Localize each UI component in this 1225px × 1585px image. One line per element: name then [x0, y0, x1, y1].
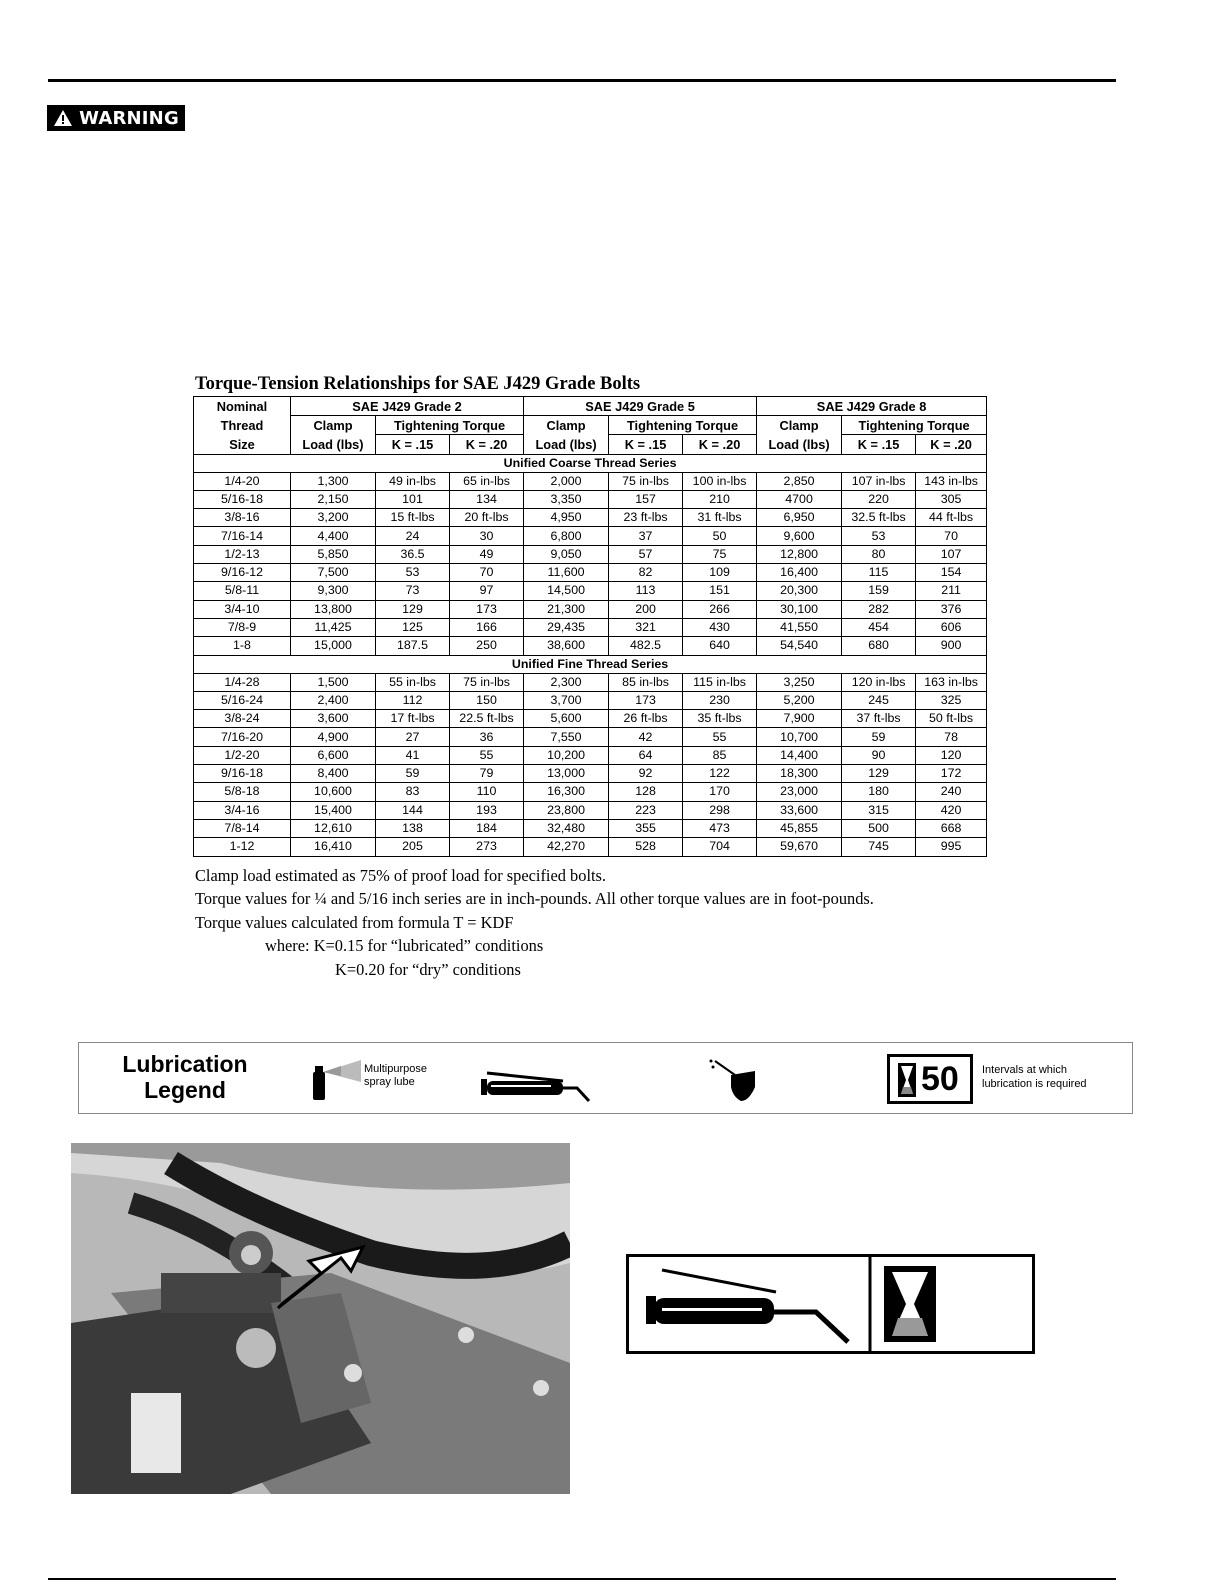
table-cell: 3,200: [291, 509, 376, 527]
spray-can-icon: [311, 1060, 363, 1100]
table-cell: 112: [376, 691, 450, 709]
table-row: [194, 728, 987, 746]
table-cell: 55 in-lbs: [376, 673, 450, 691]
table-cell: 23,000: [757, 783, 842, 801]
table-row: [194, 582, 987, 600]
coarse-series-title: Unified Coarse Thread Series: [194, 454, 987, 472]
table-cell: 44 ft-lbs: [916, 509, 987, 527]
table-cell: 230: [683, 691, 757, 709]
table-cell: 10,200: [524, 746, 609, 764]
table-cell: 606: [916, 618, 987, 636]
table-cell: 31 ft-lbs: [683, 509, 757, 527]
table-cell: 36: [450, 728, 524, 746]
table-cell: 90: [842, 746, 916, 764]
k15-header: K = .15: [609, 435, 683, 454]
table-cell: 18,300: [757, 765, 842, 783]
tightening-header: Tightening Torque: [842, 416, 987, 435]
table-cell: 115: [842, 564, 916, 582]
table-cell: 420: [916, 801, 987, 819]
table-cell: 9,600: [757, 527, 842, 545]
table-cell: 173: [450, 600, 524, 618]
table-cell: 5,850: [291, 545, 376, 563]
table-cell: 75 in-lbs: [450, 673, 524, 691]
table-cell: 180: [842, 783, 916, 801]
table-row: [194, 564, 987, 582]
table-row: [194, 710, 987, 728]
table-row: [194, 765, 987, 783]
warning-label: WARNING: [79, 107, 179, 129]
table-cell: 59: [842, 728, 916, 746]
table-cell: 85 in-lbs: [609, 673, 683, 691]
table-cell: 109: [683, 564, 757, 582]
table-cell: 12,800: [757, 545, 842, 563]
table-cell: 159: [842, 582, 916, 600]
clamp-header: Clamp: [524, 416, 609, 435]
torque-table-title: Torque-Tension Relationships for SAE J429 Grade Bolts: [195, 374, 641, 394]
table-cell: 8,400: [291, 765, 376, 783]
table-cell: 12,610: [291, 819, 376, 837]
table-row: [194, 527, 987, 545]
table-cell: 23,800: [524, 801, 609, 819]
table-row: [194, 545, 987, 563]
grease-fitting-photo: [71, 1143, 570, 1494]
table-cell: 211: [916, 582, 987, 600]
spray-label-line: Multipurpose: [364, 1063, 427, 1075]
table-cell: 2,400: [291, 691, 376, 709]
hourglass-icon: [898, 1063, 916, 1097]
table-cell: 53: [842, 527, 916, 545]
table-cell: 173: [609, 691, 683, 709]
legend-title: [117, 1051, 253, 1103]
load-header: Load (lbs): [524, 435, 609, 454]
note-line: K=0.20 for “dry” conditions: [335, 959, 521, 979]
table-cell: 210: [683, 490, 757, 508]
table-cell: 9,050: [524, 545, 609, 563]
table-cell: 15,400: [291, 801, 376, 819]
table-cell: 7/16-20: [194, 728, 291, 746]
table-cell: 4700: [757, 490, 842, 508]
table-cell: 250: [450, 637, 524, 655]
table-row: [194, 472, 987, 490]
table-cell: 36.5: [376, 545, 450, 563]
tightening-header: Tightening Torque: [376, 416, 524, 435]
table-cell: 5/8-18: [194, 783, 291, 801]
table-cell: 53: [376, 564, 450, 582]
table-cell: 1/4-20: [194, 472, 291, 490]
table-cell: 16,400: [757, 564, 842, 582]
table-cell: 245: [842, 691, 916, 709]
table-row: [194, 490, 987, 508]
warning-badge: [47, 105, 185, 131]
table-row: [194, 783, 987, 801]
table-cell: 97: [450, 582, 524, 600]
table-cell: 13,000: [524, 765, 609, 783]
table-cell: 122: [683, 765, 757, 783]
interval-label: [982, 1063, 1087, 1091]
table-cell: 33,600: [757, 801, 842, 819]
top-rule: [48, 79, 1116, 82]
table-cell: 6,800: [524, 527, 609, 545]
table-cell: 9,300: [291, 582, 376, 600]
tightening-header: Tightening Torque: [609, 416, 757, 435]
table-cell: 5/16-24: [194, 691, 291, 709]
table-row: [194, 509, 987, 527]
table-cell: 7/8-14: [194, 819, 291, 837]
table-cell: 4,950: [524, 509, 609, 527]
table-cell: 321: [609, 618, 683, 636]
table-cell: 144: [376, 801, 450, 819]
table-cell: 6,950: [757, 509, 842, 527]
clamp-header: Clamp: [757, 416, 842, 435]
table-cell: 1,500: [291, 673, 376, 691]
table-cell: 23 ft-lbs: [609, 509, 683, 527]
table-cell: 240: [916, 783, 987, 801]
table-row: [194, 746, 987, 764]
table-cell: 482.5: [609, 637, 683, 655]
table-cell: 150: [450, 691, 524, 709]
interval-label-line: Intervals at which: [982, 1064, 1067, 1076]
table-cell: 27: [376, 728, 450, 746]
table-cell: 15 ft-lbs: [376, 509, 450, 527]
table-cell: 21,300: [524, 600, 609, 618]
table-cell: 55: [683, 728, 757, 746]
torque-notes: [195, 864, 874, 981]
table-cell: 3,600: [291, 710, 376, 728]
table-cell: 1/2-20: [194, 746, 291, 764]
table-cell: 38,600: [524, 637, 609, 655]
table-row: [194, 691, 987, 709]
table-cell: 92: [609, 765, 683, 783]
table-cell: 16,300: [524, 783, 609, 801]
table-cell: 75 in-lbs: [609, 472, 683, 490]
legend-title-line: Lubrication: [122, 1051, 248, 1077]
table-cell: 500: [842, 819, 916, 837]
spray-label: [364, 1063, 427, 1089]
table-cell: 107 in-lbs: [842, 472, 916, 490]
table-cell: 15,000: [291, 637, 376, 655]
table-cell: 9/16-12: [194, 564, 291, 582]
table-cell: 26 ft-lbs: [609, 710, 683, 728]
table-cell: 745: [842, 838, 916, 856]
table-cell: 125: [376, 618, 450, 636]
table-cell: 79: [450, 765, 524, 783]
load-header: Load (lbs): [757, 435, 842, 454]
table-cell: 205: [376, 838, 450, 856]
table-cell: 32,480: [524, 819, 609, 837]
table-cell: 2,150: [291, 490, 376, 508]
table-cell: 193: [450, 801, 524, 819]
table-cell: 2,850: [757, 472, 842, 490]
table-cell: 120: [916, 746, 987, 764]
table-cell: 59,670: [757, 838, 842, 856]
fine-series-title: Unified Fine Thread Series: [194, 655, 987, 673]
table-cell: 82: [609, 564, 683, 582]
table-cell: 200: [609, 600, 683, 618]
interval-label-line: lubrication is required: [982, 1078, 1087, 1090]
table-cell: 2,300: [524, 673, 609, 691]
table-cell: 11,600: [524, 564, 609, 582]
table-row: [194, 637, 987, 655]
table-cell: 11,425: [291, 618, 376, 636]
table-cell: 134: [450, 490, 524, 508]
table-cell: 282: [842, 600, 916, 618]
grade2-header: SAE J429 Grade 2: [291, 397, 524, 416]
table-cell: 640: [683, 637, 757, 655]
table-cell: 30,100: [757, 600, 842, 618]
interval-number: 50: [921, 1060, 959, 1098]
table-cell: 223: [609, 801, 683, 819]
table-cell: 75: [683, 545, 757, 563]
table-cell: 35 ft-lbs: [683, 710, 757, 728]
table-cell: 154: [916, 564, 987, 582]
table-cell: 4,400: [291, 527, 376, 545]
table-cell: 45,855: [757, 819, 842, 837]
table-cell: 528: [609, 838, 683, 856]
table-cell: 138: [376, 819, 450, 837]
table-cell: 3,350: [524, 490, 609, 508]
table-row: [194, 618, 987, 636]
clamp-header: Clamp: [291, 416, 376, 435]
load-header: Load (lbs): [291, 435, 376, 454]
grease-gun-icon: [481, 1069, 593, 1103]
table-cell: 7,550: [524, 728, 609, 746]
table-cell: 85: [683, 746, 757, 764]
interval-box: [887, 1054, 973, 1104]
legend-title-line: Legend: [144, 1077, 226, 1103]
table-cell: 115 in-lbs: [683, 673, 757, 691]
spray-label-line: spray lube: [364, 1076, 415, 1088]
table-cell: 1/4-28: [194, 673, 291, 691]
table-cell: 473: [683, 819, 757, 837]
table-cell: 29,435: [524, 618, 609, 636]
table-cell: 2,000: [524, 472, 609, 490]
table-cell: 900: [916, 637, 987, 655]
table-cell: 120 in-lbs: [842, 673, 916, 691]
table-cell: 376: [916, 600, 987, 618]
nominal-header: Nominal: [194, 397, 291, 416]
table-cell: 9/16-18: [194, 765, 291, 783]
table-cell: 128: [609, 783, 683, 801]
table-cell: 17 ft-lbs: [376, 710, 450, 728]
table-cell: 78: [916, 728, 987, 746]
table-cell: 143 in-lbs: [916, 472, 987, 490]
k15-header: K = .15: [842, 435, 916, 454]
oil-can-icon: [709, 1057, 757, 1101]
photo-illustration: [71, 1143, 570, 1494]
table-cell: 54,540: [757, 637, 842, 655]
grade8-header: SAE J429 Grade 8: [757, 397, 987, 416]
table-cell: 305: [916, 490, 987, 508]
table-cell: 37 ft-lbs: [842, 710, 916, 728]
table-cell: 7/16-14: [194, 527, 291, 545]
coarse-series-title-row: [194, 454, 987, 472]
table-cell: 315: [842, 801, 916, 819]
k20-header: K = .20: [916, 435, 987, 454]
table-cell: 10,600: [291, 783, 376, 801]
table-cell: 355: [609, 819, 683, 837]
table-cell: 273: [450, 838, 524, 856]
table-cell: 166: [450, 618, 524, 636]
table-cell: 14,400: [757, 746, 842, 764]
table-cell: 113: [609, 582, 683, 600]
note-line: where: K=0.15 for “lubricated” conditions: [265, 936, 544, 956]
table-cell: 14,500: [524, 582, 609, 600]
k15-header: K = .15: [376, 435, 450, 454]
warning-triangle-icon: [53, 109, 73, 127]
thread-header: Thread: [194, 416, 291, 435]
table-cell: 64: [609, 746, 683, 764]
table-cell: 101: [376, 490, 450, 508]
torque-table: [193, 396, 987, 857]
table-cell: 266: [683, 600, 757, 618]
table-cell: 50 ft-lbs: [916, 710, 987, 728]
table-cell: 49: [450, 545, 524, 563]
table-cell: 1,300: [291, 472, 376, 490]
table-cell: 13,800: [291, 600, 376, 618]
table-cell: 41,550: [757, 618, 842, 636]
table-cell: 41: [376, 746, 450, 764]
table-cell: 65 in-lbs: [450, 472, 524, 490]
table-cell: 5/8-11: [194, 582, 291, 600]
table-cell: 220: [842, 490, 916, 508]
table-cell: 1-8: [194, 637, 291, 655]
table-row: [194, 600, 987, 618]
table-cell: 325: [916, 691, 987, 709]
table-cell: 20,300: [757, 582, 842, 600]
k20-header: K = .20: [450, 435, 524, 454]
lubrication-legend: [78, 1042, 1133, 1114]
table-cell: 995: [916, 838, 987, 856]
table-cell: 172: [916, 765, 987, 783]
table-cell: 70: [916, 527, 987, 545]
table-cell: 704: [683, 838, 757, 856]
table-cell: 30: [450, 527, 524, 545]
table-cell: 49 in-lbs: [376, 472, 450, 490]
table-cell: 129: [376, 600, 450, 618]
table-row: [194, 838, 987, 856]
note-line: Clamp load estimated as 75% of proof load for specified bolts.: [195, 866, 607, 885]
note-line: Torque values calculated from formula T = KDF: [195, 912, 514, 932]
grade5-header: SAE J429 Grade 5: [524, 397, 757, 416]
table-cell: 24: [376, 527, 450, 545]
table-cell: 55: [450, 746, 524, 764]
table-cell: 42: [609, 728, 683, 746]
table-cell: 187.5: [376, 637, 450, 655]
table-cell: 454: [842, 618, 916, 636]
table-cell: 4,900: [291, 728, 376, 746]
table-cell: 6,600: [291, 746, 376, 764]
bottom-rule: [48, 1578, 1116, 1580]
size-header: Size: [194, 435, 291, 454]
table-cell: 3/8-24: [194, 710, 291, 728]
table-cell: 7,900: [757, 710, 842, 728]
table-row: [194, 801, 987, 819]
table-cell: 42,270: [524, 838, 609, 856]
table-cell: 680: [842, 637, 916, 655]
table-cell: 3/4-10: [194, 600, 291, 618]
table-cell: 3,250: [757, 673, 842, 691]
table-cell: 1/2-13: [194, 545, 291, 563]
table-cell: 107: [916, 545, 987, 563]
table-cell: 163 in-lbs: [916, 673, 987, 691]
table-cell: 5,600: [524, 710, 609, 728]
table-cell: 20 ft-lbs: [450, 509, 524, 527]
table-cell: 170: [683, 783, 757, 801]
grease-interval-label: [626, 1254, 1035, 1354]
table-cell: 184: [450, 819, 524, 837]
table-cell: 37: [609, 527, 683, 545]
table-cell: 7/8-9: [194, 618, 291, 636]
table-cell: 668: [916, 819, 987, 837]
table-cell: 50: [683, 527, 757, 545]
table-cell: 430: [683, 618, 757, 636]
table-cell: 157: [609, 490, 683, 508]
note-line: Torque values for ¼ and 5/16 inch series are in inch-pounds. All other torque values are in foot-pounds.: [195, 889, 874, 909]
table-cell: 10,700: [757, 728, 842, 746]
table-cell: 80: [842, 545, 916, 563]
table-cell: 59: [376, 765, 450, 783]
table-cell: 70: [450, 564, 524, 582]
table-cell: 73: [376, 582, 450, 600]
table-cell: 7,500: [291, 564, 376, 582]
table-cell: 3/4-16: [194, 801, 291, 819]
table-cell: 100 in-lbs: [683, 472, 757, 490]
table-cell: 5,200: [757, 691, 842, 709]
table-cell: 16,410: [291, 838, 376, 856]
hourglass-icon: [884, 1266, 936, 1342]
table-cell: 129: [842, 765, 916, 783]
table-cell: 110: [450, 783, 524, 801]
table-cell: 32.5 ft-lbs: [842, 509, 916, 527]
table-cell: 298: [683, 801, 757, 819]
table-cell: 57: [609, 545, 683, 563]
table-cell: 83: [376, 783, 450, 801]
table-row: [194, 819, 987, 837]
table-cell: 1-12: [194, 838, 291, 856]
k20-header: K = .20: [683, 435, 757, 454]
table-row: [194, 673, 987, 691]
table-cell: 3/8-16: [194, 509, 291, 527]
fine-series-title-row: [194, 655, 987, 673]
table-cell: 3,700: [524, 691, 609, 709]
table-cell: 5/16-18: [194, 490, 291, 508]
table-cell: 22.5 ft-lbs: [450, 710, 524, 728]
table-cell: 151: [683, 582, 757, 600]
